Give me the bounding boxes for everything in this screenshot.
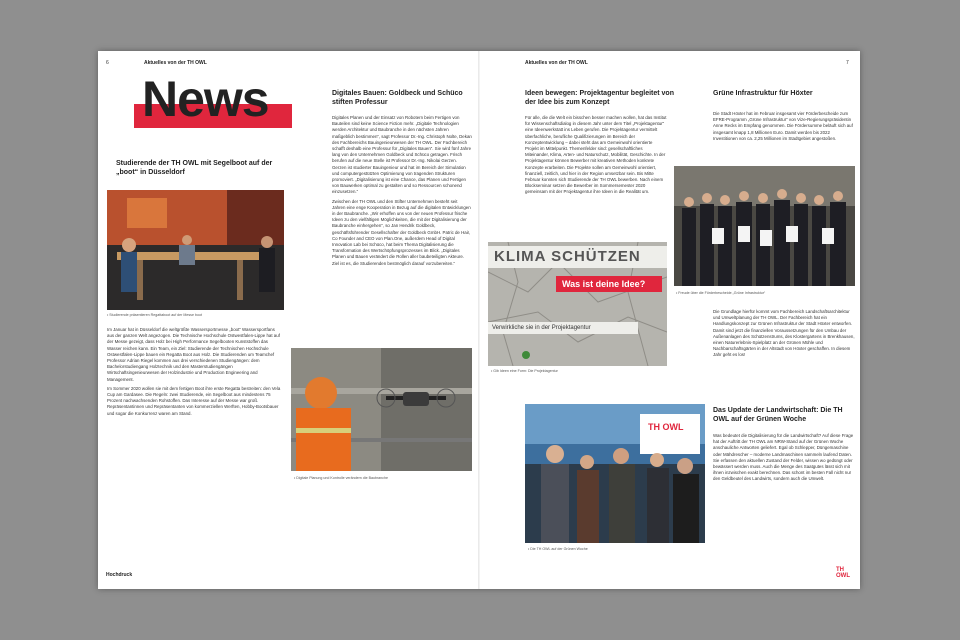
- poster-title: KLIMA SCHÜTZEN: [494, 248, 641, 265]
- article5-paragraph-1: Was bedeutet die Digitalisierung für die Landwirtschaft? Auf diese Frage hat der Auftritt der TH OWL am NRW-Stand auf der Grünen Woche anschauliche Antworten geliefert. Egal ob Schlepper, Düngemaschine oder Mähdrescher – moderne Landmaschinen sammeln laufend Daten. Sie erfassen den aktuellen Zustand der Felder, wissen wo gedüngt oder bewässert werden muss. Auch die Menge des Saatgutes lässt sich mit ihnen inzwischen exakt berechnen. Das schont im besten Fall nicht nur den Geldbeutel des Landwirts, sondern auch die Umwelt.: [713, 433, 854, 482]
- right-page-number: 7: [846, 60, 849, 66]
- gruene-woche-photo: [525, 404, 705, 543]
- article5-headline: Das Update der Landwirtschaft: Die TH OWL auf der Grünen Woche: [713, 407, 843, 423]
- article4-headline: Grüne Infrastruktur für Höxter: [713, 90, 813, 97]
- article2-body: [332, 115, 472, 270]
- article1-caption: • Studierende präsentieren Regattaboot auf der Messe boot: [107, 313, 202, 317]
- article2-paragraph-1: Digitales Planen und der Einsatz von Robotern beim Fertigen von Bauteilen sind keine Science Fiction mehr. „Digitale Technologien werden Architektur und Baubranche in den nächsten Jahren maßgeblich bestimmen“, sagt Professor Dr.-Ing. Christoph Nolte, Dekan des Fachbereichs Bauingenieurwesen der TH OWL. Der Fachbereich schafft deshalb eine Professur für „Digitales Bauen“. Sie wird fünf Jahre lang von den Unternehmen Goldbeck und Schüco getragen. Frisch berufen auf die neue Stelle ist Professor Dr.-Ing. Nikolai Gerzen. Gerzen ist studierter Bauingenieur und hat im Bereich der Simulation und computergestützten Optimierung von tragenden Strukturen promoviert. „Digitalisierung ist eine Chance, das Planen und Fertigen von Bauwerken optimal zu gestalten und so Ressourcen schonend einzusetzen.“: [332, 115, 472, 195]
- article3-body: [525, 115, 667, 199]
- news-title: News: [142, 71, 269, 127]
- article5-body: [713, 433, 855, 486]
- article4-caption: • Freude über die Förderbescheide „Grüne Infrastruktur“: [676, 291, 766, 295]
- article3-caption: • Gib Ideen eine Form: Die Projektagentur: [491, 369, 558, 373]
- article1-headline: Studierende der TH OWL mit Segelboot auf der „boot“ in Düsseldorf: [116, 160, 273, 176]
- drone-photo: [291, 348, 472, 471]
- magazine-spread: [98, 51, 860, 589]
- article3-headline: Ideen bewegen: Projektagentur begleitet von der Idee bis zum Konzept: [525, 90, 674, 106]
- poster-subtitle: Verwirkliche sie in der Projektagentur: [492, 325, 591, 331]
- article1-body: [107, 327, 283, 420]
- page-gutter: [478, 51, 480, 589]
- article1-paragraph-1: Im Januar hat in Düsseldorf die weltgrößte Wassersportmesse „boot“ Wassersportfans aus der ganzen Welt angezogen. Die Technische Hochschule Ostwestfalen-Lippe hat auf der Messe gezeigt, dass Holz bei High Performance Segelbooten Kunststoffen das Wasser reichen kann. Ein Team, ein Ziel: Studierende der Technischen Hochschule Ostwestfalen-Lippe bauen ein Regatta Boot aus Holz. Die Studierenden um Teamchef Professor Adrian Riegel kommen aus drei verschiedenen Studiengängen: dem Bachelorstudiengang Holztechnik und den Masterstudiengängen Wirtschaftsingenieurwesen der Holzindustrie und Production Engineering and Management.: [107, 327, 280, 382]
- left-footer: Hochdruck: [106, 572, 133, 578]
- poster-question: Was ist deine Idee?: [562, 279, 646, 289]
- left-page-header: Aktuelles von der TH OWL: [144, 60, 207, 66]
- article4-body-1: [713, 111, 853, 145]
- klima-poster: [488, 242, 667, 366]
- article2-headline: Digitales Bauen: Goldbeck und Schüco stiften Professur: [332, 90, 463, 106]
- booth-sign: TH OWL: [648, 422, 684, 432]
- article4-paragraph-1: Die Stadt Höxter hat im Februar insgesamt vier Förderbescheide zum EFRE-Programm „Grüne Infrastruktur“ von Vize-Regierungspräsidentin Anne Recks im Empfang genommen. Die Fördersumme beläuft sich auf insgesamt knapp 1,8 Millionen Euro. Damit werden bis 2022 Investitionen von ca. 2,25 Millionen im Stadtgebiet angestoßen.: [713, 111, 853, 141]
- article5-caption: • Die TH OWL auf der Grünen Woche: [528, 547, 588, 551]
- article4-paragraph-2: Die Grundlage hierfür kommt vom Fachbereich Landschaftsarchitektur und Umweltplanung der TH OWL. Der Fachbereich hat ein Handlungskonzept zur Grünen Infrastruktur der Stadt Höxter entworfen. Damit sind jetzt die finanziellen Voraussetzungen für den Umbau der Außenanlagen des Schützenstrums, des Klostergartens in Brenkhausen, einen Naturerlebnis-Spielplatz an der Grünen Mühle und Nachbarschaftsgärten in der Altstadt von Höxter geschaffen. In diesem Jahr geht es los!: [713, 309, 855, 358]
- right-page-header: Aktuelles von der TH OWL: [525, 60, 588, 66]
- hoexter-group-photo: [674, 166, 855, 286]
- article2-paragraph-2: Zwischen der TH OWL und den Stifter Unternehmen besteht seit Jahren eine enge Kooperation in Bezug auf die digitalen Entwicklungen in der Baubranche. „Wir erhoffen uns von der neuen Professur frische Ideen zu den vielfältigen Möglichkeiten, die mit der Digitalisierung der Baubranche einhergehen“, so Jan Hendrik Goldbeck, geschäftsführender Gesellschafter der Goldbeck GmbH. Patric de Hair, Co Founder and CEO von Plan.One, außerdem Head of Digital Innovation Lab bei Schüco, hat beim Thema Digitalisierung die Transformation des Wertschöpfungsprozesses im Blick. „Digitales Planen und Bauen verändert die Rollen aller baubeteiligten Akteure. Ziel ist es, die Studierenden bestmöglich darauf vorzubereiten.“: [332, 198, 471, 266]
- article3-paragraph-1: Für alle, die die Welt ein bisschen besser machen wollen, hat das Institut für Wissenschaftsdialog in diesem Jahr unter dem Titel „Projektagentur“ eine Ideenwerkstatt ins Leben gerufen. Die Projektagentur vermittelt überfachliche, berufliche Qualifizierungen im Bereich der Konzeptentwicklung – dabei steht das am Gemeinwohl orientierte Projekt im Mittelpunkt. Themenfelder sind: gesellschaftliches Miteinander, Klima, Arten- und Naturschutz, Mobilität, Geschichte. In der Projektagentur können Bewerber mit kreativen Methoden konkrete Konzepte erarbeiten. Die Projekte sollen am Gemeinwohl orientiert, finanziell, zeitlich, und hier in der Region umsetzbar sein. Bis Mitte Februar konnten sich Studierende der TH OWL bewerben. Nach einem Blockseminar setzen die Bewerber im Sommersemester 2020 gemeinsam mit der Projektagentur ihre Ideen in die Realität um.: [525, 115, 667, 195]
- article2-caption: • Digitale Planung und Kontrolle verändern die Baubranche: [294, 476, 388, 480]
- boat-fair-photo: [107, 190, 284, 310]
- article4-body-2: [713, 309, 855, 362]
- article1-paragraph-2: Im Sommer 2020 wollen sie mit dem fertigen Boot ihre erste Regatta bestreiten: den Vela Cup am Gardasee. Die Regeln: zwei Studierende, ein Segelboot aus mindestens 75 Prozent nachwachsenden Rohstoffen. Das Interesse auf der Messe war groß. Repräsentantinnen und Repräsentanten von kommerziellen Werften, Hobby-Bootsbauer und sogar die Konkurrenz waren am Stand.: [107, 385, 281, 416]
- th-owl-logo: TH OWL: [836, 567, 850, 579]
- left-page-number: 6: [106, 60, 109, 66]
